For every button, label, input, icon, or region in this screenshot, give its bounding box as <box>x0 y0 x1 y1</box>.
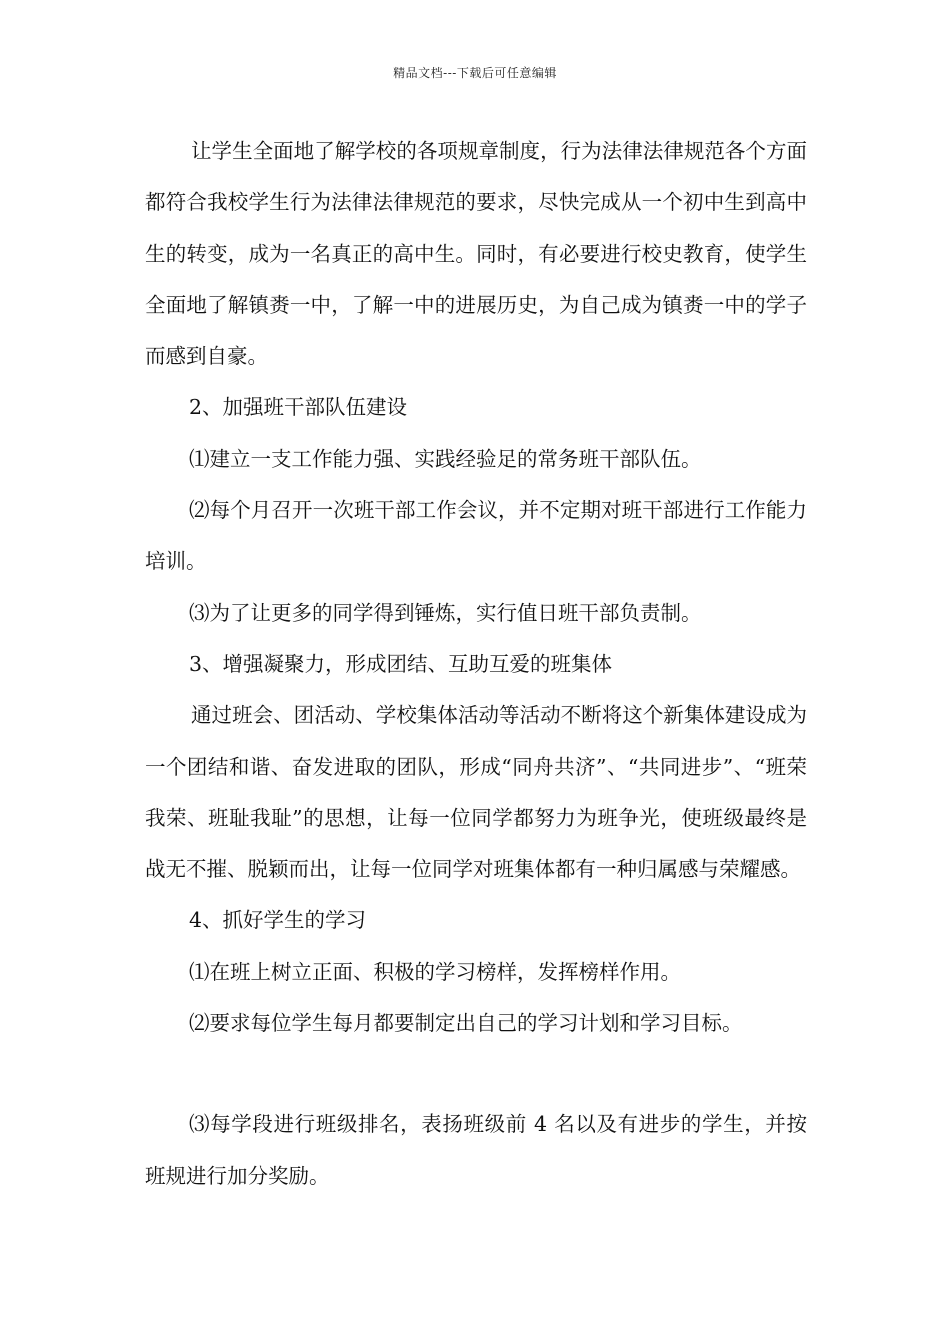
section-heading-2: 2、加强班干部队伍建设 <box>189 395 408 420</box>
list-item-4-1: ⑴在班上树立正面、积极的学习榜样，发挥榜样作用。 <box>189 959 681 984</box>
list-item-2-1: ⑴建立一支工作能力强、实践经验足的常务班干部队伍。 <box>189 446 702 471</box>
list-item-2-2: ⑵每个月召开一次班干部工作会议，并不定期对班干部进行工作能力培训。 <box>145 498 807 574</box>
document-body <box>145 126 807 1202</box>
list-item-2-3: ⑶为了让更多的同学得到锤炼，实行值日班干部负责制。 <box>189 600 702 625</box>
list-item-4-2: ⑵要求每位学生每月都要制定出自己的学习计划和学习目标。 <box>189 1011 743 1036</box>
section-heading-4: 4、抓好学生的学习 <box>189 908 367 933</box>
spacer <box>145 1049 807 1099</box>
page-header: 精品文档---下载后可任意编辑 <box>393 66 557 80</box>
section-heading-3: 3、增强凝聚力，形成团结、互助互爱的班集体 <box>189 651 613 676</box>
paragraph-intro: 让学生全面地了解学校的各项规章制度，行为法律法律规范各个方面都符合我校学生行为法律法律规范的要求，尽快完成从一个初中生到高中生的转变，成为一名真正的高中生。同时，有必要进行校史教育，使学生全面地了解镇赉一中，了解一中的进展历史，为自己成为镇赉一中的学子而感到自豪。 <box>145 139 807 369</box>
paragraph-cohesion: 通过班会、团活动、学校集体活动等活动不断将这个新集体建设成为一个团结和谐、奋发进取的团队，形成“同舟共济”、“共同进步”、“班荣我荣、班耻我耻”的思想，让每一位同学都努力为班争光，使班级最终是战无不摧、脱颖而出，让每一位同学对班集体都有一种归属感与荣耀感。 <box>145 703 807 882</box>
list-item-4-3: ⑶每学段进行班级排名，表扬班级前 4 名以及有进步的学生，并按班规进行加分奖励。 <box>145 1112 807 1188</box>
